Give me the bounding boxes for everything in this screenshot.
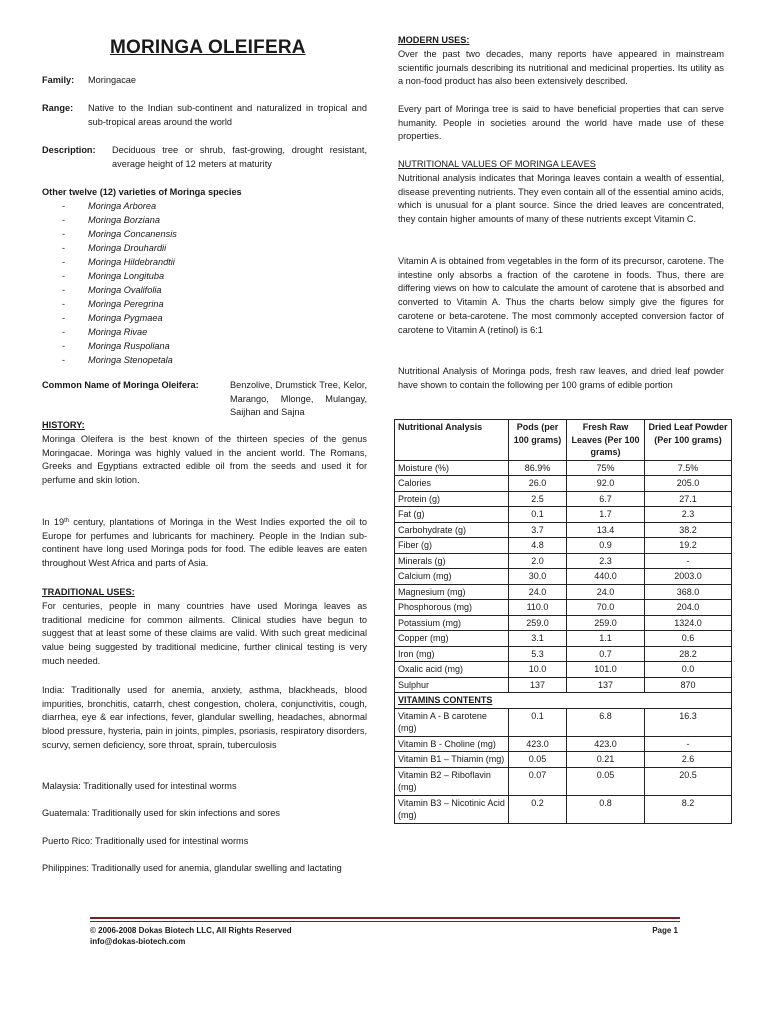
row-label-cell: Fiber (g) [395, 538, 509, 554]
footer-copyright: © 2006-2008 Dokas Biotech LLC, All Rights Reserved [90, 926, 292, 935]
history-p2-sup: th [64, 518, 70, 524]
table-row [395, 600, 732, 616]
list-item [42, 312, 367, 326]
value-cell: 101.0 [567, 662, 645, 678]
philippines-uses: Philippines: Traditionally used for anemia, glandular swelling and lactating [42, 863, 342, 873]
table-row [395, 584, 732, 600]
value-cell: 137 [567, 677, 645, 693]
table-body [395, 460, 732, 693]
value-cell: 13.4 [567, 522, 645, 538]
list-item [42, 284, 367, 298]
table-row [395, 767, 732, 795]
dash: - [62, 257, 66, 267]
variety-name: Moringa Hildebrandtii [88, 257, 175, 267]
row-label-cell: Calories [395, 476, 509, 492]
varieties-heading-pre: Other twelve ( [42, 187, 103, 197]
table-row [395, 491, 732, 507]
nutrition-table [394, 419, 732, 824]
variety-name: Moringa Longituba [88, 271, 165, 281]
value-cell: 1.1 [567, 631, 645, 647]
footer-rule [90, 917, 680, 919]
value-cell: 870 [645, 677, 732, 693]
row-label-cell: Phosphorous (mg) [395, 600, 509, 616]
value-cell: 26.0 [509, 476, 567, 492]
variety-name: Moringa Arborea [88, 201, 157, 211]
table-header-cell: Nutritional Analysis [395, 420, 509, 461]
value-cell: 368.0 [645, 584, 732, 600]
row-label-cell: Protein (g) [395, 491, 509, 507]
row-label-cell: Vitamin B2 – Riboflavin (mg) [395, 767, 509, 795]
value-cell: 2.0 [509, 553, 567, 569]
row-label-cell: Moisture (%) [395, 460, 509, 476]
range-field [42, 102, 367, 130]
value-cell: 423.0 [509, 736, 567, 752]
table-row [395, 752, 732, 768]
traditional-heading: TRADITIONAL USES: [42, 587, 135, 597]
table-row [395, 615, 732, 631]
value-cell: 0.1 [509, 708, 567, 736]
modern-heading: MODERN USES: [398, 35, 470, 45]
row-label-cell: Minerals (g) [395, 553, 509, 569]
guatemala-uses: Guatemala: Traditionally used for skin infections and sores [42, 808, 280, 818]
value-cell: 440.0 [567, 569, 645, 585]
value-cell: 0.0 [645, 662, 732, 678]
variety-name: Moringa Borziana [88, 215, 161, 225]
value-cell: - [645, 553, 732, 569]
common-name-value: Benzolive, Drumstick Tree, Kelor, Marango, Mlonge, Mulangay, Saijhan and Sajna [230, 380, 367, 418]
history-p2-post: century, plantations of Moringa in the West Indies exported the oil to Europe for perfumes and lubricants for machinery. People in the Indian sub-continent have long used Moringa pods for food. The edible leaves are eaten throughout West Africa and parts of Asia. [42, 517, 367, 569]
history-paragraph-1: Moringa Oleifera is the best known of the thirteen species of the genus Moringacae. Moringa was highly valued in the ancient world. The Romans, Greeks and Egyptians extracted edible oil from the seeds and used it for perfume and skin lotion. [42, 434, 367, 486]
row-label-cell: Potassium (mg) [395, 615, 509, 631]
list-item [42, 200, 367, 214]
row-label-cell: Magnesium (mg) [395, 584, 509, 600]
footer-rule-thin [90, 921, 680, 922]
common-name-field [42, 379, 367, 435]
value-cell: 0.6 [645, 631, 732, 647]
value-cell: 110.0 [509, 600, 567, 616]
modern-paragraph-1: Over the past two decades, many reports have appeared in mainstream scientific journals describing its nutritional and medicinal properties. Its utility as a non-food product has also been extensively described. [398, 49, 724, 87]
value-cell: 0.9 [567, 538, 645, 554]
value-cell: 27.1 [645, 491, 732, 507]
variety-name: Moringa Peregrina [88, 299, 164, 309]
table-row [395, 795, 732, 823]
value-cell: 204.0 [645, 600, 732, 616]
row-label-cell: Copper (mg) [395, 631, 509, 647]
dash: - [62, 201, 66, 211]
value-cell: 0.21 [567, 752, 645, 768]
table-row [395, 708, 732, 736]
value-cell: 0.8 [567, 795, 645, 823]
value-cell: 86.9% [509, 460, 567, 476]
table-row [395, 553, 732, 569]
description-value: Deciduous tree or shrub, fast-growing, drought resistant, average height of 12 meters at maturity [112, 145, 367, 169]
row-label-cell: Vitamin B - Choline (mg) [395, 736, 509, 752]
value-cell: 20.5 [645, 767, 732, 795]
value-cell: 75% [567, 460, 645, 476]
varieties-heading-num: 12 [102, 187, 113, 197]
variety-name: Moringa Ovalifolia [88, 285, 162, 295]
value-cell: 6.7 [567, 491, 645, 507]
variety-name: Moringa Rivae [88, 327, 148, 337]
footer-email[interactable]: info@dokas-biotech.com [90, 937, 186, 946]
value-cell: 3.1 [509, 631, 567, 647]
list-item [42, 228, 367, 242]
value-cell: 2003.0 [645, 569, 732, 585]
dash: - [62, 285, 66, 295]
list-item [42, 354, 367, 368]
list-item [42, 242, 367, 256]
history-paragraph-2 [42, 516, 367, 571]
page-title: MORINGA OLEIFERA [110, 37, 306, 58]
page-number: Page 1 [652, 926, 678, 935]
table-header-cell: Pods (per 100 grams) [509, 420, 567, 461]
value-cell: 5.3 [509, 646, 567, 662]
value-cell: 0.1 [509, 507, 567, 523]
description-label: Description: [42, 145, 96, 155]
list-item [42, 326, 367, 340]
nutritional-heading: NUTRITIONAL VALUES OF MORINGA LEAVES [398, 159, 596, 169]
table-row [395, 460, 732, 476]
table-row [395, 507, 732, 523]
value-cell: 6.8 [567, 708, 645, 736]
value-cell: 70.0 [567, 600, 645, 616]
common-name-label: Common Name of Moringa Oleifera: [42, 380, 199, 390]
value-cell: 0.05 [509, 752, 567, 768]
nutritional-paragraph-2: Vitamin A is obtained from vegetables in the form of its precursor, carotene. The intestine only absorbs a fraction of the carotene in foods. Thus, there are differing views on how to calculate the amount of carotene that is absorbed and converted to Vitamin A. Thus the charts below simply give the figures for carotene or beta-carotene. The most commonly accepted conversion factor of carotene to Vitamin A (retinol) is 6:1 [398, 256, 724, 335]
value-cell: 259.0 [567, 615, 645, 631]
value-cell: 19.2 [645, 538, 732, 554]
row-label-cell: Vitamin B3 – Nicotinic Acid (mg) [395, 795, 509, 823]
value-cell: 30.0 [509, 569, 567, 585]
variety-name: Moringa Stenopetala [88, 355, 173, 365]
vitamins-body [395, 708, 732, 823]
value-cell: 10.0 [509, 662, 567, 678]
dash: - [62, 327, 66, 337]
description-field [42, 144, 367, 172]
table-header-row [395, 420, 732, 461]
value-cell: 0.05 [567, 767, 645, 795]
value-cell: 2.5 [509, 491, 567, 507]
list-item [42, 214, 367, 228]
list-item [42, 270, 367, 284]
family-label: Family: [42, 75, 75, 85]
row-label-cell: Vitamin A - B carotene (mg) [395, 708, 509, 736]
value-cell: 0.7 [567, 646, 645, 662]
list-item [42, 256, 367, 270]
row-label-cell: Oxalic acid (mg) [395, 662, 509, 678]
value-cell: 259.0 [509, 615, 567, 631]
dash: - [62, 243, 66, 253]
dash: - [62, 229, 66, 239]
value-cell: 16.3 [645, 708, 732, 736]
nutritional-paragraph-3: Nutritional Analysis of Moringa pods, fresh raw leaves, and dried leaf powder have shown to contain the following per 100 grams of edible portion [398, 366, 724, 390]
malaysia-uses: Malaysia: Traditionally used for intestinal worms [42, 781, 237, 791]
vitamins-heading-row [395, 693, 732, 709]
value-cell: 3.7 [509, 522, 567, 538]
value-cell: 4.8 [509, 538, 567, 554]
row-label-cell: Calcium (mg) [395, 569, 509, 585]
value-cell: 205.0 [645, 476, 732, 492]
modern-paragraph-2: Every part of Moringa tree is said to have beneficial properties that can serve humanity. People in societies around the world have made use of these properties. [398, 104, 724, 142]
value-cell: 38.2 [645, 522, 732, 538]
variety-name: Moringa Pygmaea [88, 313, 163, 323]
history-heading: HISTORY: [42, 420, 85, 430]
value-cell: 423.0 [567, 736, 645, 752]
family-value: Moringacae [88, 75, 137, 85]
traditional-paragraph: For centuries, people in many countries have used Moringa leaves as traditional medicine for common ailments. Clinical studies have begun to suggest that at least some of these claims are valid. With such great medicinal value being suggested by traditional medicine, further clinical testing is very much needed. [42, 601, 367, 666]
value-cell: 28.2 [645, 646, 732, 662]
value-cell: 2.6 [645, 752, 732, 768]
table-row [395, 569, 732, 585]
dash: - [62, 313, 66, 323]
table-row [395, 631, 732, 647]
list-item [42, 340, 367, 354]
value-cell: 2.3 [645, 507, 732, 523]
table-row [395, 736, 732, 752]
value-cell: 24.0 [509, 584, 567, 600]
table-header-cell: Dried Leaf Powder (Per 100 grams) [645, 420, 732, 461]
row-label-cell: Iron (mg) [395, 646, 509, 662]
row-label-cell: Vitamin B1 – Thiamin (mg) [395, 752, 509, 768]
row-label-cell: Sulphur [395, 677, 509, 693]
table-row [395, 522, 732, 538]
value-cell: 137 [509, 677, 567, 693]
table-row [395, 476, 732, 492]
table-row [395, 646, 732, 662]
dash: - [62, 299, 66, 309]
value-cell: 1.7 [567, 507, 645, 523]
value-cell: 7.5% [645, 460, 732, 476]
footer [90, 925, 292, 947]
dash: - [62, 341, 66, 351]
value-cell: 0.07 [509, 767, 567, 795]
dash: - [62, 271, 66, 281]
value-cell: 8.2 [645, 795, 732, 823]
value-cell: 92.0 [567, 476, 645, 492]
range-value: Native to the Indian sub-continent and naturalized in tropical and sub-tropical areas around the world [88, 103, 367, 127]
value-cell: 24.0 [567, 584, 645, 600]
vitamins-heading: VITAMINS CONTENTS [395, 693, 732, 709]
table-row [395, 538, 732, 554]
varieties-heading-post: ) varieties of Moringa species [113, 187, 242, 197]
value-cell: 0.2 [509, 795, 567, 823]
value-cell: - [645, 736, 732, 752]
value-cell: 1324.0 [645, 615, 732, 631]
dash: - [62, 355, 66, 365]
variety-name: Moringa Drouhardii [88, 243, 167, 253]
varieties-list [42, 200, 367, 370]
india-uses: India: Traditionally used for anemia, anxiety, asthma, blackheads, blood impurities, bronchitis, catarrh, chest congestion, cholera, conjunctivitis, cough, diarrhea, eye & ear infections, fever, glandular swelling, headaches, abnormal blood pressure, hysteria, pain in joints, pimples, psoriasis, respiratory disorders, scurvy, semen deficiency, sore throat, sprain, tuberculosis [42, 685, 367, 750]
nutritional-paragraph-1: Nutritional analysis indicates that Moringa leaves contain a wealth of essential, disease preventing nutrients. They even contain all of the essential amino acids, which is unusual for a plant source. Since the dried leaves are concentrated, they contain higher amounts of many of these nutrients except Vitamin C. [398, 173, 724, 225]
variety-name: Moringa Concanensis [88, 229, 177, 239]
history-p2-pre: In 19 [42, 517, 65, 527]
varieties-heading [42, 186, 367, 200]
puerto-rico-uses: Puerto Rico: Traditionally used for intestinal worms [42, 836, 249, 846]
table-header-cell: Fresh Raw Leaves (Per 100 grams) [567, 420, 645, 461]
table-row [395, 677, 732, 693]
table-row [395, 662, 732, 678]
variety-name: Moringa Ruspoliana [88, 341, 170, 351]
row-label-cell: Fat (g) [395, 507, 509, 523]
row-label-cell: Carbohydrate (g) [395, 522, 509, 538]
list-item [42, 298, 367, 312]
dash: - [62, 215, 66, 225]
value-cell: 2.3 [567, 553, 645, 569]
range-label: Range: [42, 103, 74, 113]
